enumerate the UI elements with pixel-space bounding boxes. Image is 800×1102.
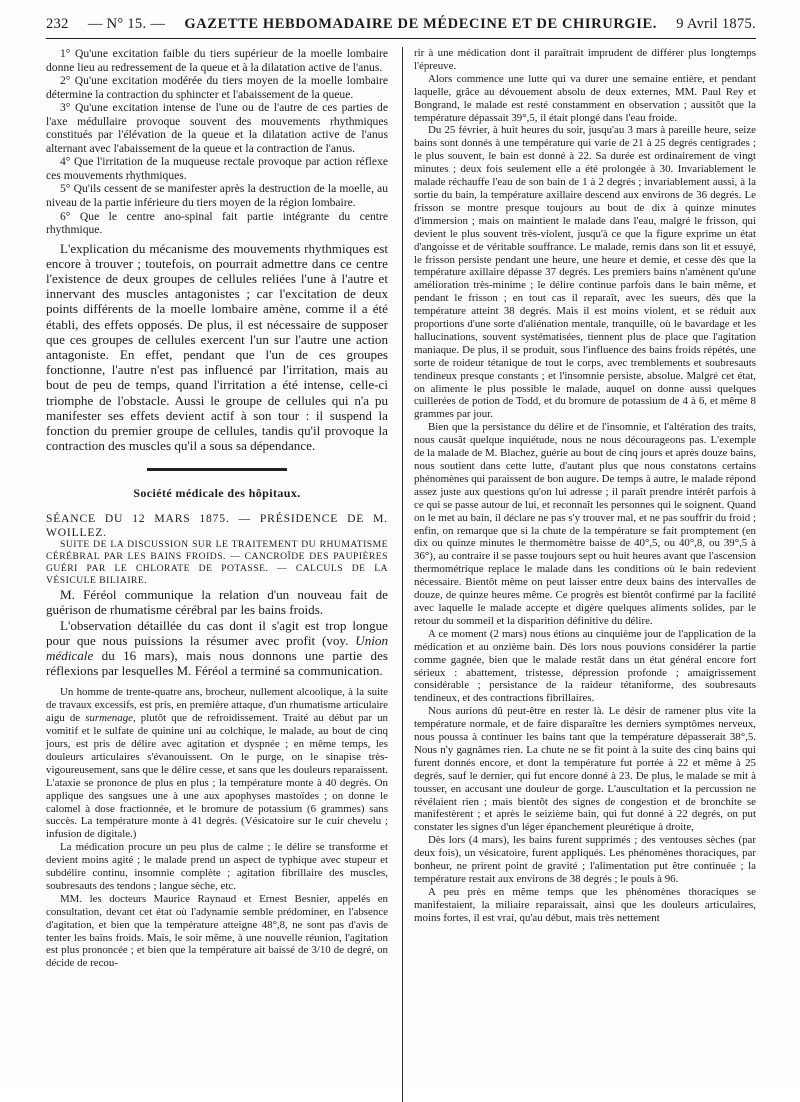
society-heading: Société médicale des hôpitaux.	[133, 485, 301, 500]
case-paragraph: Nous aurions dû peut-être en rester là. Le désir de ramener plus vite la température normale, et de faire disparaître les derniers symptômes nerveux, nous poussa à continuer les bains tant que la température dépasserait 38°,5. Nous n'y gagnâmes rien. La chute ne se fit point à la suite des cinq bains qui furent donnés encore, et dont la température fut portée à 22 et même à 25 degrés, sauf le dernier, qui fut encore donné à 23. De plus, le malade se mit à tousser, en accusant une douleur de gorge. L'auscultation et la percussion ne révélaient rien ; mais bientôt des signes de congestion et de bronchite se manifestèrent ; et après le seizième bain, qui fut donné à 22 degrés, on put constater les signes d'un léger épanchement pleurétique à droite,	[414, 705, 756, 834]
case-paragraph: Bien que la persistance du délire et de l'insomnie, et l'altération des traits, nous causât quelque inquiétude, nous ne nous décourageons pas. L'exemple de la malade de M. Blachez, guérie au bout de cinq jours et après douze bains, nous soutient dans cette lutte, d'autant plus que nous constatons certains phénomènes qui paraissent de bon augure. De temps à autre, le malade répond assez juste aux questions qu'on lui adresse ; il paraît prendre intérêt parfois à ce qui se passe autour de lui, et reconnaît les personnes qui le soignent. Quand on le met au bain, il déclare ne pas s'y trouver mal, et ne pas souffrir du froid ; enfin, on remarque que si la chute de la température se fait promptement (en dix ou quinze minutes le thermomètre baisse de 40°,5, ou 40°,8, ou 39°,5 à 36°), au contraire il se passe toujours sept ou huit heures avant que l'ascension thermométrique replace le malade dans les conditions où le bain redevient nécessaire. Bientôt même on peut laisser entre deux bains des intervalles de douze, de quinze heures même. Ce progrès est bientôt confirmé par la facilité avec laquelle le malade accepte et digère quelques aliments solides, par le retour du sommeil et la disparition définitive du délire.	[414, 421, 756, 627]
left-column	[46, 47, 388, 970]
seance-line: SÉANCE DU 12 MARS 1875. — PRÉSIDENCE DE M. WOILLEZ.	[46, 512, 388, 539]
page-number: 232	[46, 16, 69, 32]
case-paragraph: Dès lors (4 mars), les bains furent supprimés ; des ventouses sèches (par deux fois), un vésicatoire, furent appliqués. Les phénomènes thoraciques, par bonheur, ne prirent point de gravité ; l'alimentation put être continuée ; la température restait aux environs de 38 degrés ; le pouls à 96.	[414, 834, 756, 885]
case-paragraph: La médication procure un peu plus de calme ; le délire se transforme et devient moins agité ; le malade prend un aspect de typhique avec stupeur et subdélire continu, insomnie complète ; agitation fibrillaire des muscles, soubresauts des tendons ; langue sèche, etc.	[46, 841, 388, 892]
section-separator	[147, 468, 287, 471]
conclusion-item: 3° Qu'une excitation intense de l'une ou de l'autre de ces parties de l'axe médullaire provoque souvent des mouvements rhythmiques constitués par l'élévation de la queue et la dilatation active de l'anus alternant avec l'abaissement de la queue et la contraction de l'anus.	[46, 101, 388, 155]
running-header	[46, 16, 756, 39]
conclusion-item: 5° Qu'ils cessent de se manifester après la destruction de la moelle, au niveau de la partie inférieure du tiers moyen de la région lombaire.	[46, 182, 388, 210]
conclusion-item: 4° Que l'irritation de la muqueuse rectale provoque par action réflexe ces mouvements rhythmiques.	[46, 155, 388, 182]
conclusion-item: 6° Que le centre ano-spinal fait partie intégrante du centre rhythmique.	[46, 209, 388, 237]
explication-paragraph: L'explication du mécanisme des mouvements rhythmiques est encore à trouver ; toutefois, on pourrait admettre dans ce centre l'existence de deux groupes de cellules reliées l'une à l'autre et innervant des muscles antagonistes ; car l'excitation de deux points différents de la moelle lombaire amène, comme il a été établi, des effets opposés. De plus, il est nécessaire de supposer que ces groupes de cellules exercent l'un sur l'autre une action antagoniste. En effet, pendant que l'un de ces groupes fonctionne, l'autre n'est pas influencé par l'irritation, mais au bout de peu de temps, quand l'irritation a été intense, celle-ci triomphe de l'obstacle. Aussi le groupe de cellules qui n'a pu manifester ses effets devient actif à son tour : il suspend la fonction du premier groupe de cellules, tandis qu'il provoque la contraction des muscles qu'il a sous sa dépendance.	[46, 240, 388, 454]
surmenage-term: surmenage	[85, 712, 133, 725]
summary-line: SUITE DE LA DISCUSSION SUR LE TRAITEMENT DU RHUMATISME CÉRÉBRAL PAR LES BAINS FROIDS. — CANCROÏDE DES PAUPIÈRES GUÉRI PAR LE CHLORATE DE POTASSE. — CALCULS DE LA VÉSICULE BILIAIRE.	[46, 539, 388, 587]
case-paragraph: Du 25 février, à huit heures du soir, jusqu'au 3 mars à pareille heure, seize bains sont donnés à une température qui varie de 21 à 25 degrés centigrades ; le plus souvent, le bain est donné à 22. Sa durée est ordinairement de vingt minutes ; deux fois seulement elle a été prolongée à 30. Invariablement le malade réchauffe l'eau de son bain de 1 à 2 degrés ; invariablement aussi, à la sortie du bain, la température axillaire descend aux environs de 36 degrés. Le frisson se montre presque toujours au bout de dix à quinze minutes d'immersion ; mais on maintient le malade dans l'eau, malgré le frisson, qui devient le plus souvent très-violent, jusqu'à ce que la figure exprime un état d'angoisse et de véritable souffrance. Le malade, remis dans son lit et essuyé, le frisson persiste pendant une heure, une heure et demie, et cesse dès que la température axillaire dépasse 37 degrés. Les premiers bains n'amènent qu'une amélioration très-minime ; le délire continue parfois dans le bain même, et pendant le frisson ; en tout cas il reparaît, avec les sueurs, dès que la température atteint 38 degrés. Mais il est moins violent, et se réduit aux proportions d'une sorte d'aliénation mentale, tranquille, où le bavardage et les hallucinations, souvent systématisées, tiennent plus de place que l'agitation maniaque. De plus, il se produit, sous l'influence des bains froids répétés, une sorte de roideur tétanique de tout le corps, avec tremblements et soubresauts tendineux presque constants ; et l'insomnie persiste, absolue. Malgré cet état, on alimente le plus possible le malade, auquel on donne aussi quelques cuillerées de potion de Todd, et du bromure de potassium de 4 à 6, et même 8 grammes par jour.	[414, 124, 756, 421]
conclusion-item: 1° Qu'une excitation faible du tiers supérieur de la moelle lombaire donne lieu au redressement de la queue et à la dilatation active de l'anus.	[46, 47, 388, 74]
two-column-body	[46, 47, 756, 970]
issue-date: 9 Avril 1875.	[676, 16, 756, 32]
journal-ref: Union médicale	[46, 632, 388, 663]
case-paragraph: Un homme de trente-quatre ans, brocheur, nullement alcoolique, à la suite de travaux excessifs, est pris, en première attaque, d'un rhumatisme articulaire aigu de surmenage, plutôt que de refroidissement. Traité au début par un vomitif et le sulfate de quinine uni au colchique, le malade, au bout de cinq jours, est pris de délire avec agitation et dyspnée ; en même temps, les douleurs articulaires s'évanouissent. On le purge, on le sinapise très-vigoureusement, sans que le délire cesse, et sans que les douleurs reparaissent. L'ataxie se prononce de plus en plus ; la température monte à 40 degrés. On applique des sangsues une à une aux apophyses mastoïdes ; on donne le calomel à dose fractionnée, et le bromure de potassium (6 grammes) sans succès. La température monte à 41 degrés. (Vésicatoire sur le cuir chevelu ; infusion de digitale.)	[46, 686, 388, 841]
case-paragraph: MM. les docteurs Maurice Raynaud et Ernest Besnier, appelés en consultation, devant cet état où l'adynamie semble prédominer, en l'absence d'agitation, et bien que la température atteigne 48°,8, ne sont pas d'avis de tenter les bains froids. Mais, le soir même, à une nouvelle réunion, l'agitation est plus prononcée ; et bien que la température ait baissé de 3/10 de degré, on décide de recou-	[46, 892, 388, 970]
right-column	[414, 47, 756, 970]
case-paragraph: A peu près en même temps que les phénomènes thoraciques se manifestaient, la miliaire reparaissait, ainsi que les douleurs articulaires, moins fortes, il est vrai, qu'au début, mais très nettement	[414, 885, 756, 924]
issue-number: — N° 15. —	[87, 16, 166, 32]
fereol-intro: M. Féréol communique la relation d'un nouveau fait de guérison de rhumatisme cérébral par les bains froids.	[46, 587, 388, 618]
case-paragraph: Alors commence une lutte qui va durer une semaine entière, et pendant laquelle, grâce au dévouement absolu de deux externes, MM. Paul Rey et Bongrand, le malade est resté constamment en observation ; aussitôt que la température dépassait 39°,5, il était plongé dans l'eau froide.	[414, 72, 756, 124]
conclusion-item: 2° Qu'une excitation modérée du tiers moyen de la moelle lombaire détermine la contraction du sphincter et l'abaissement de la queue.	[46, 74, 388, 101]
column-divider	[402, 47, 403, 1102]
case-paragraph: A ce moment (2 mars) nous étions au cinquième jour de l'application de la médication et au onzième bain. Dès lors nous pouvions considérer la partie comme gagnée, bien que le malade restât dans un état général encore fort sérieux : abattement, tristesse, dépression profonde ; amaigrissement considérable ; persistance de la raideur tétaniforme, des soubresauts tendineux, et des contractions fibrillaires.	[414, 627, 756, 705]
case-paragraph: rir à une médication dont il paraîtrait imprudent de différer plus longtemps l'épreuve.	[414, 47, 756, 72]
fereol-observation: L'observation détaillée du cas dont il s'agit est trop longue pour que nous puissions la résumer avec profit (voy. Union médicale du 16 mars), mais nous donnons une partie des réflexions par lesquelles M. Féréol a terminé sa communication.	[46, 617, 388, 679]
journal-title: GAZETTE HEBDOMADAIRE DE MÉDECINE ET DE CHIRURGIE.	[184, 16, 658, 32]
